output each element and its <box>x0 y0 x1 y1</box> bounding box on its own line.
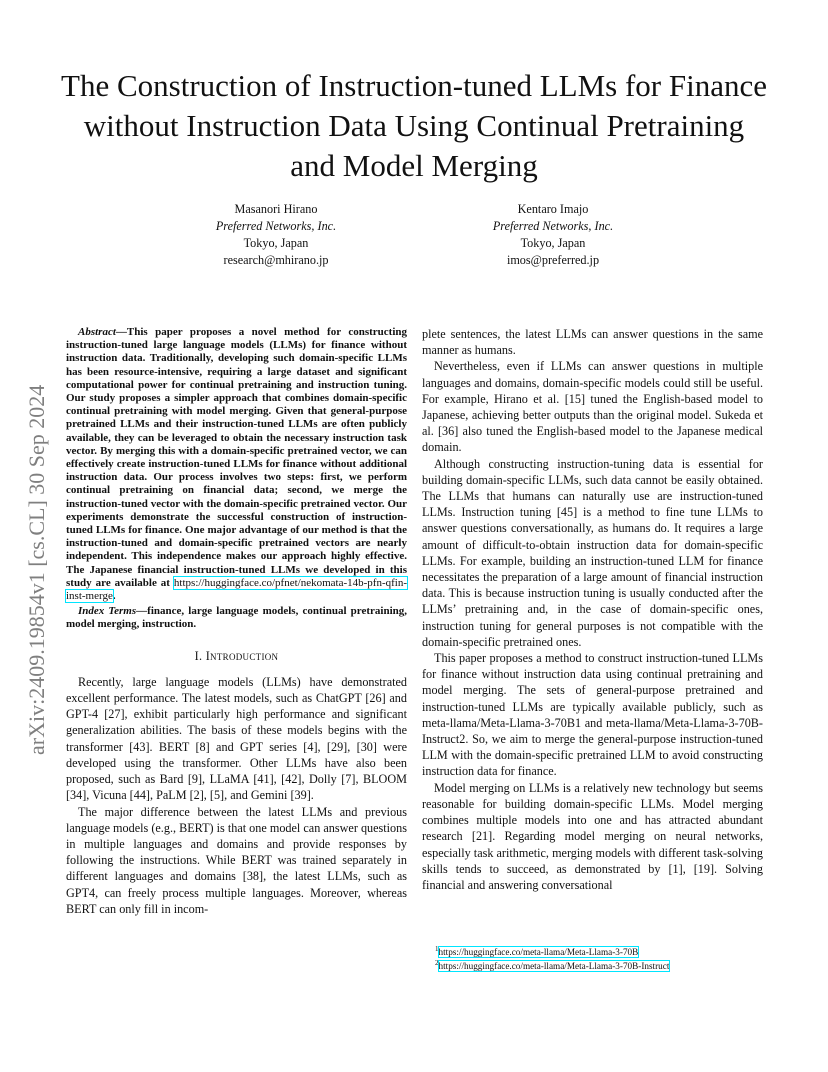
paragraph: Model merging on LLMs is a relatively new technology but seems reasonable for building domain-specific LLMs. Model merging combines multiple models into one and has attracted abundant research [21]. Regarding model merging on neural networks, especially task arithmetic, merging models with different task-solving skills tends to succeed, as demonstrated by [1], [19]. Solving financial and answering conversational <box>422 780 763 892</box>
footnote <box>435 945 775 959</box>
model-link[interactable]: https://huggingface.co/pfnet/nekomata-14b-pfn-qfin-inst-merge <box>66 576 407 603</box>
arxiv-identifier: arXiv:2409.19854v1 [cs.CL] 30 Sep 2024 <box>24 384 49 755</box>
paper-title: The Construction of Instruction-tuned LLMs for Finance without Instruction Data Using Continual Pretraining and Model Merging <box>61 68 767 183</box>
paragraph: Recently, large language models (LLMs) have demonstrated excellent performance. The latest models, such as ChatGPT [26] and GPT-4 [27], exhibit particularly high performance and significant generalization abilities. The basis of these models begins with the transformer [43]. BERT [8] and GPT series [4], [29], [30] were developed using the transformer. Other LLMs have also been proposed, such as Bard [9], LLaMA [41], [42], Dolly [7], BLOOM [34], Vicuna [44], PaLM [2], [5], and Gemini [39]. <box>66 674 407 803</box>
left-column <box>66 326 407 917</box>
footnotes <box>435 945 775 973</box>
author-affiliation: Preferred Networks, Inc. <box>215 219 337 233</box>
section-title: Introduction <box>205 648 279 663</box>
right-column <box>422 326 763 893</box>
paragraph: Nevertheless, even if LLMs can answer questions in multiple languages and domains, domain-specific models could still be useful. For example, Hirano et al. [15] tuned the English-based model to Japanese, achieving better outputs than the original model. Sukeda et al. [36] also tuned the English-based model to the Japanese medical domain. <box>422 359 763 455</box>
footnote-link[interactable]: https://huggingface.co/meta-llama/Meta-Llama-3-70B-Instruct <box>438 961 670 971</box>
author-block-2 <box>433 201 673 269</box>
author-location: Tokyo, Japan <box>520 236 586 250</box>
section-heading <box>66 648 407 664</box>
index-terms <box>66 605 407 631</box>
author-email[interactable]: imos@preferred.jp <box>506 253 600 267</box>
paragraph: The major difference between the latest LLMs and previous language models (e.g., BERT) is that one model can answer questions in multiple languages and domains and provide responses by following the instructions. While BERT was trained separately in different languages and domains [38], the latest LLMs, such as GPT4, can freely process multiple languages. Moreover, whereas BERT can only fill in incom- <box>66 804 407 916</box>
index-terms-text: —finance, large language models, continual pretraining, model merging, instruction. <box>66 605 407 631</box>
abstract-text: —This paper proposes a novel method for constructing instruction-tuned large language models (LLMs) for finance without instruction data. Traditionally, developing such domain-specific LLMs has been resource-intensive, requiring a large dataset and significant computational power for continual pretraining and instruction tuning. Our study proposes a simpler approach that combines domain-specific continual pretraining with model merging. Given that general-purpose pretrained LLMs and their instruction-tuned LLMs are often publicly available, they can be leveraged to obtain the necessary instruction task vector. By merging this with a domain-specific pretrained vector, we can effectively create instruction-tuned LLMs for finance without additional instruction data. Our process involves two steps: first, we perform continual pretraining on financial data; second, we merge the instruction-tuned vector with the domain-specific pretrained vector. Our experiments demonstrate the successful construction of instruction-tuned LLMs for finance. One major advantage of our method is that the instruction-tuned and domain-specific pretrained vectors are nearly independent. This independence makes our approach highly effective. The Japanese financial instruction-tuned LLMs we developed in this study are available at <box>66 326 407 589</box>
paragraph: Although constructing instruction-tuning data is essential for building domain-specific LLMs, such data cannot be easily obtained. The LLMs that humans can naturally use are instruction-tuned LLMs. Instruction tuning [45] is a method to fine tune LLMs to answer questions conversationally, as humans do. It requires a large amount of difficult-to-obtain instruction data for domain-specific LLMs. For example, building an instruction-tuned LLM for finance necessitates the preparation of a large amount of financial instruction data. This is because instruction tuning is usually conducted after the LLMs’ pretraining and, in the case of domain-specific ones, instruction tuning for general purposes is not compatible with the domain-specific pretrained ones. <box>422 456 763 649</box>
footnote-mark: 1 <box>435 944 439 953</box>
author-name: Masanori Hirano <box>234 202 318 216</box>
footnote <box>435 959 775 973</box>
abstract-label: Abstract <box>78 326 116 338</box>
author-affiliation: Preferred Networks, Inc. <box>492 219 614 233</box>
author-email[interactable]: research@mhirano.jp <box>223 253 329 267</box>
section-number: I. <box>194 648 203 663</box>
index-terms-label: Index Terms <box>78 605 137 618</box>
paragraph: plete sentences, the latest LLMs can answer questions in the same manner as humans. <box>422 327 763 358</box>
paragraph: This paper proposes a method to construct instruction-tuned LLMs for finance without instruction data using continual pretraining and model merging. The sets of general-purpose pretrained and instruction-tuned LLMs are typically available publicly, such as meta-llama/Meta-Llama-3-70B1 and meta-llama/Meta-Llama-3-70B-Instruct2. So, we aim to merge the general-purpose instruction-tuned LLM with the domain-specific pretrained LLM to avoid constructing instruction data for finance. <box>422 651 763 779</box>
author-location: Tokyo, Japan <box>243 236 309 250</box>
abstract-end: . <box>112 590 116 603</box>
abstract <box>66 326 407 603</box>
author-name: Kentaro Imajo <box>517 202 589 216</box>
footnote-link[interactable]: https://huggingface.co/meta-llama/Meta-Llama-3-70B <box>438 947 639 957</box>
footnote-mark: 2 <box>435 958 439 967</box>
author-block-1 <box>156 201 396 269</box>
